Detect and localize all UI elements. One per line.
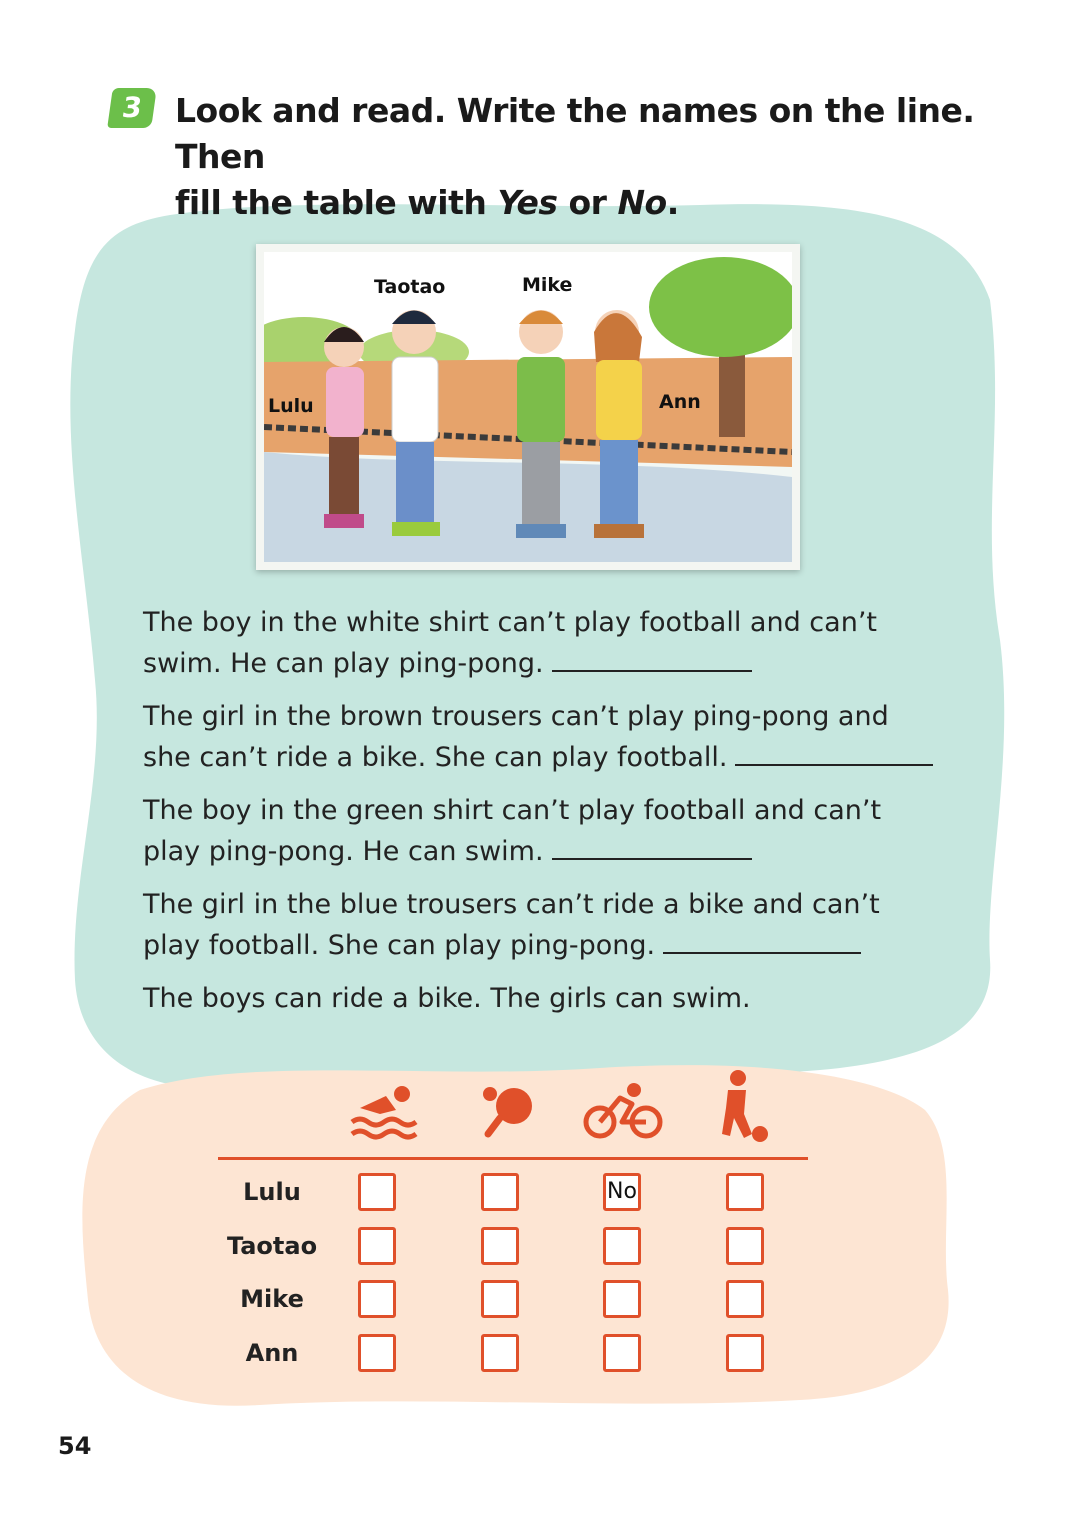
instruction-end: . <box>666 183 679 222</box>
sentence-2-line-1: The girl in the brown trousers can’t play ping-pong and <box>143 701 889 732</box>
ping-pong-icon <box>478 1080 538 1140</box>
row-label-mike: Mike <box>240 1285 304 1313</box>
sentence-5-line-1: The boys can ride a bike. The girls can swim. <box>143 983 751 1014</box>
instruction-no: No <box>617 183 667 222</box>
sentence-3-line-1: The boy in the green shirt can’t play football and can’t <box>143 795 882 826</box>
sentence-2 <box>143 696 963 778</box>
cell-ann-pingpong[interactable] <box>481 1334 519 1372</box>
football-icon <box>712 1068 772 1148</box>
cell-mike-football[interactable] <box>726 1280 764 1318</box>
cell-taotao-pingpong[interactable] <box>481 1227 519 1265</box>
park-scene <box>264 252 792 562</box>
cell-taotao-swim[interactable] <box>358 1227 396 1265</box>
label-ann: Ann <box>659 391 701 413</box>
label-taotao: Taotao <box>374 276 446 298</box>
lulu-figure <box>324 327 364 528</box>
cell-ann-football[interactable] <box>726 1334 764 1372</box>
cell-lulu-football[interactable] <box>726 1173 764 1211</box>
cell-mike-bike[interactable] <box>603 1280 641 1318</box>
instruction-part: fill the table with <box>175 183 498 222</box>
cell-lulu-swim[interactable] <box>358 1173 396 1211</box>
answer-line-3[interactable] <box>552 832 752 860</box>
mike-figure <box>516 310 566 538</box>
instruction-line-1: Look and read. Write the names on the line. Then <box>175 91 975 176</box>
cell-ann-swim[interactable] <box>358 1334 396 1372</box>
sentence-2-line-2: she can’t ride a bike. She can play football. <box>143 742 728 773</box>
sentence-4 <box>143 884 963 966</box>
cell-ann-bike[interactable] <box>603 1334 641 1372</box>
sentence-3-line-2: play ping-pong. He can swim. <box>143 836 544 867</box>
sentence-4-line-2: play football. She can play ping-pong. <box>143 930 656 961</box>
cell-mike-pingpong[interactable] <box>481 1280 519 1318</box>
row-label-taotao: Taotao <box>226 1232 318 1260</box>
instruction-yes: Yes <box>497 183 558 222</box>
instruction-line-2 <box>175 180 1035 226</box>
ann-figure <box>594 310 644 538</box>
row-label-lulu: Lulu <box>243 1178 301 1206</box>
cell-taotao-bike[interactable] <box>603 1227 641 1265</box>
instruction-text <box>175 88 1035 226</box>
tree-crown <box>649 257 792 357</box>
cycling-icon <box>582 1080 666 1140</box>
answer-line-4[interactable] <box>663 926 861 954</box>
sentence-5 <box>143 978 963 1019</box>
exercise-number-badge: 3 <box>107 88 157 128</box>
instruction-or: or <box>557 183 618 222</box>
cell-lulu-bike[interactable]: No <box>603 1173 641 1211</box>
row-label-ann: Ann <box>245 1339 299 1367</box>
label-lulu: Lulu <box>268 395 314 417</box>
page-number: 54 <box>58 1432 92 1460</box>
cell-lulu-pingpong[interactable] <box>481 1173 519 1211</box>
swimming-icon <box>350 1080 420 1140</box>
sentence-4-line-1: The girl in the blue trousers can’t ride a bike and can’t <box>143 889 880 920</box>
children-illustration <box>256 244 800 570</box>
answer-line-1[interactable] <box>552 644 752 672</box>
cell-taotao-football[interactable] <box>726 1227 764 1265</box>
sentence-1 <box>143 602 963 684</box>
table-header-rule <box>218 1157 808 1160</box>
sentence-1-line-2: swim. He can play ping-pong. <box>143 648 544 679</box>
label-mike: Mike <box>522 274 573 296</box>
answer-line-2[interactable] <box>735 738 933 766</box>
sentence-1-line-1: The boy in the white shirt can’t play football and can’t <box>143 607 877 638</box>
sentence-3 <box>143 790 963 872</box>
cell-mike-swim[interactable] <box>358 1280 396 1318</box>
